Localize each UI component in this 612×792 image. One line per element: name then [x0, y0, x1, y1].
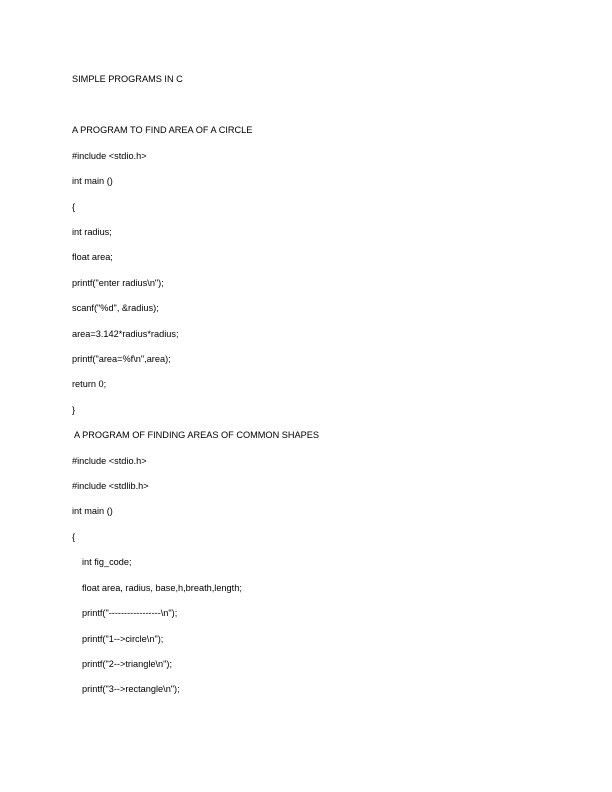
- code-line: int main (): [72, 176, 113, 186]
- code-line: #include <stdio.h>: [72, 456, 147, 466]
- code-line: return 0;: [72, 379, 107, 389]
- code-line: int main (): [72, 506, 113, 516]
- code-line: printf("1-->circle\n");: [82, 634, 164, 644]
- code-line: }: [72, 405, 76, 415]
- code-line: printf("3-->rectangle\n");: [82, 684, 180, 694]
- code-line: {: [72, 532, 76, 542]
- code-line: int fig_code;: [82, 557, 132, 567]
- code-line: float area;: [72, 252, 113, 262]
- section-heading-shapes: A PROGRAM OF FINDING AREAS OF COMMON SHAPES: [74, 430, 320, 440]
- code-line: #include <stdlib.h>: [72, 481, 149, 491]
- code-line: float area, radius, base,h,breath,length;: [82, 583, 242, 593]
- document-title: SIMPLE PROGRAMS IN C: [72, 74, 183, 84]
- code-line: printf("area=%f\n",area);: [72, 354, 171, 364]
- section-heading-circle: A PROGRAM TO FIND AREA OF A CIRCLE: [72, 125, 253, 135]
- code-line: int radius;: [72, 227, 112, 237]
- code-line: printf("-----------------\n");: [82, 608, 178, 618]
- code-line: area=3.142*radius*radius;: [72, 329, 179, 339]
- code-line: {: [72, 202, 76, 212]
- code-line: #include <stdio.h>: [72, 151, 147, 161]
- code-line: printf("2-->triangle\n");: [82, 659, 173, 669]
- code-line: printf("enter radius\n");: [72, 278, 164, 288]
- code-line: scanf("%d", &radius);: [72, 303, 159, 313]
